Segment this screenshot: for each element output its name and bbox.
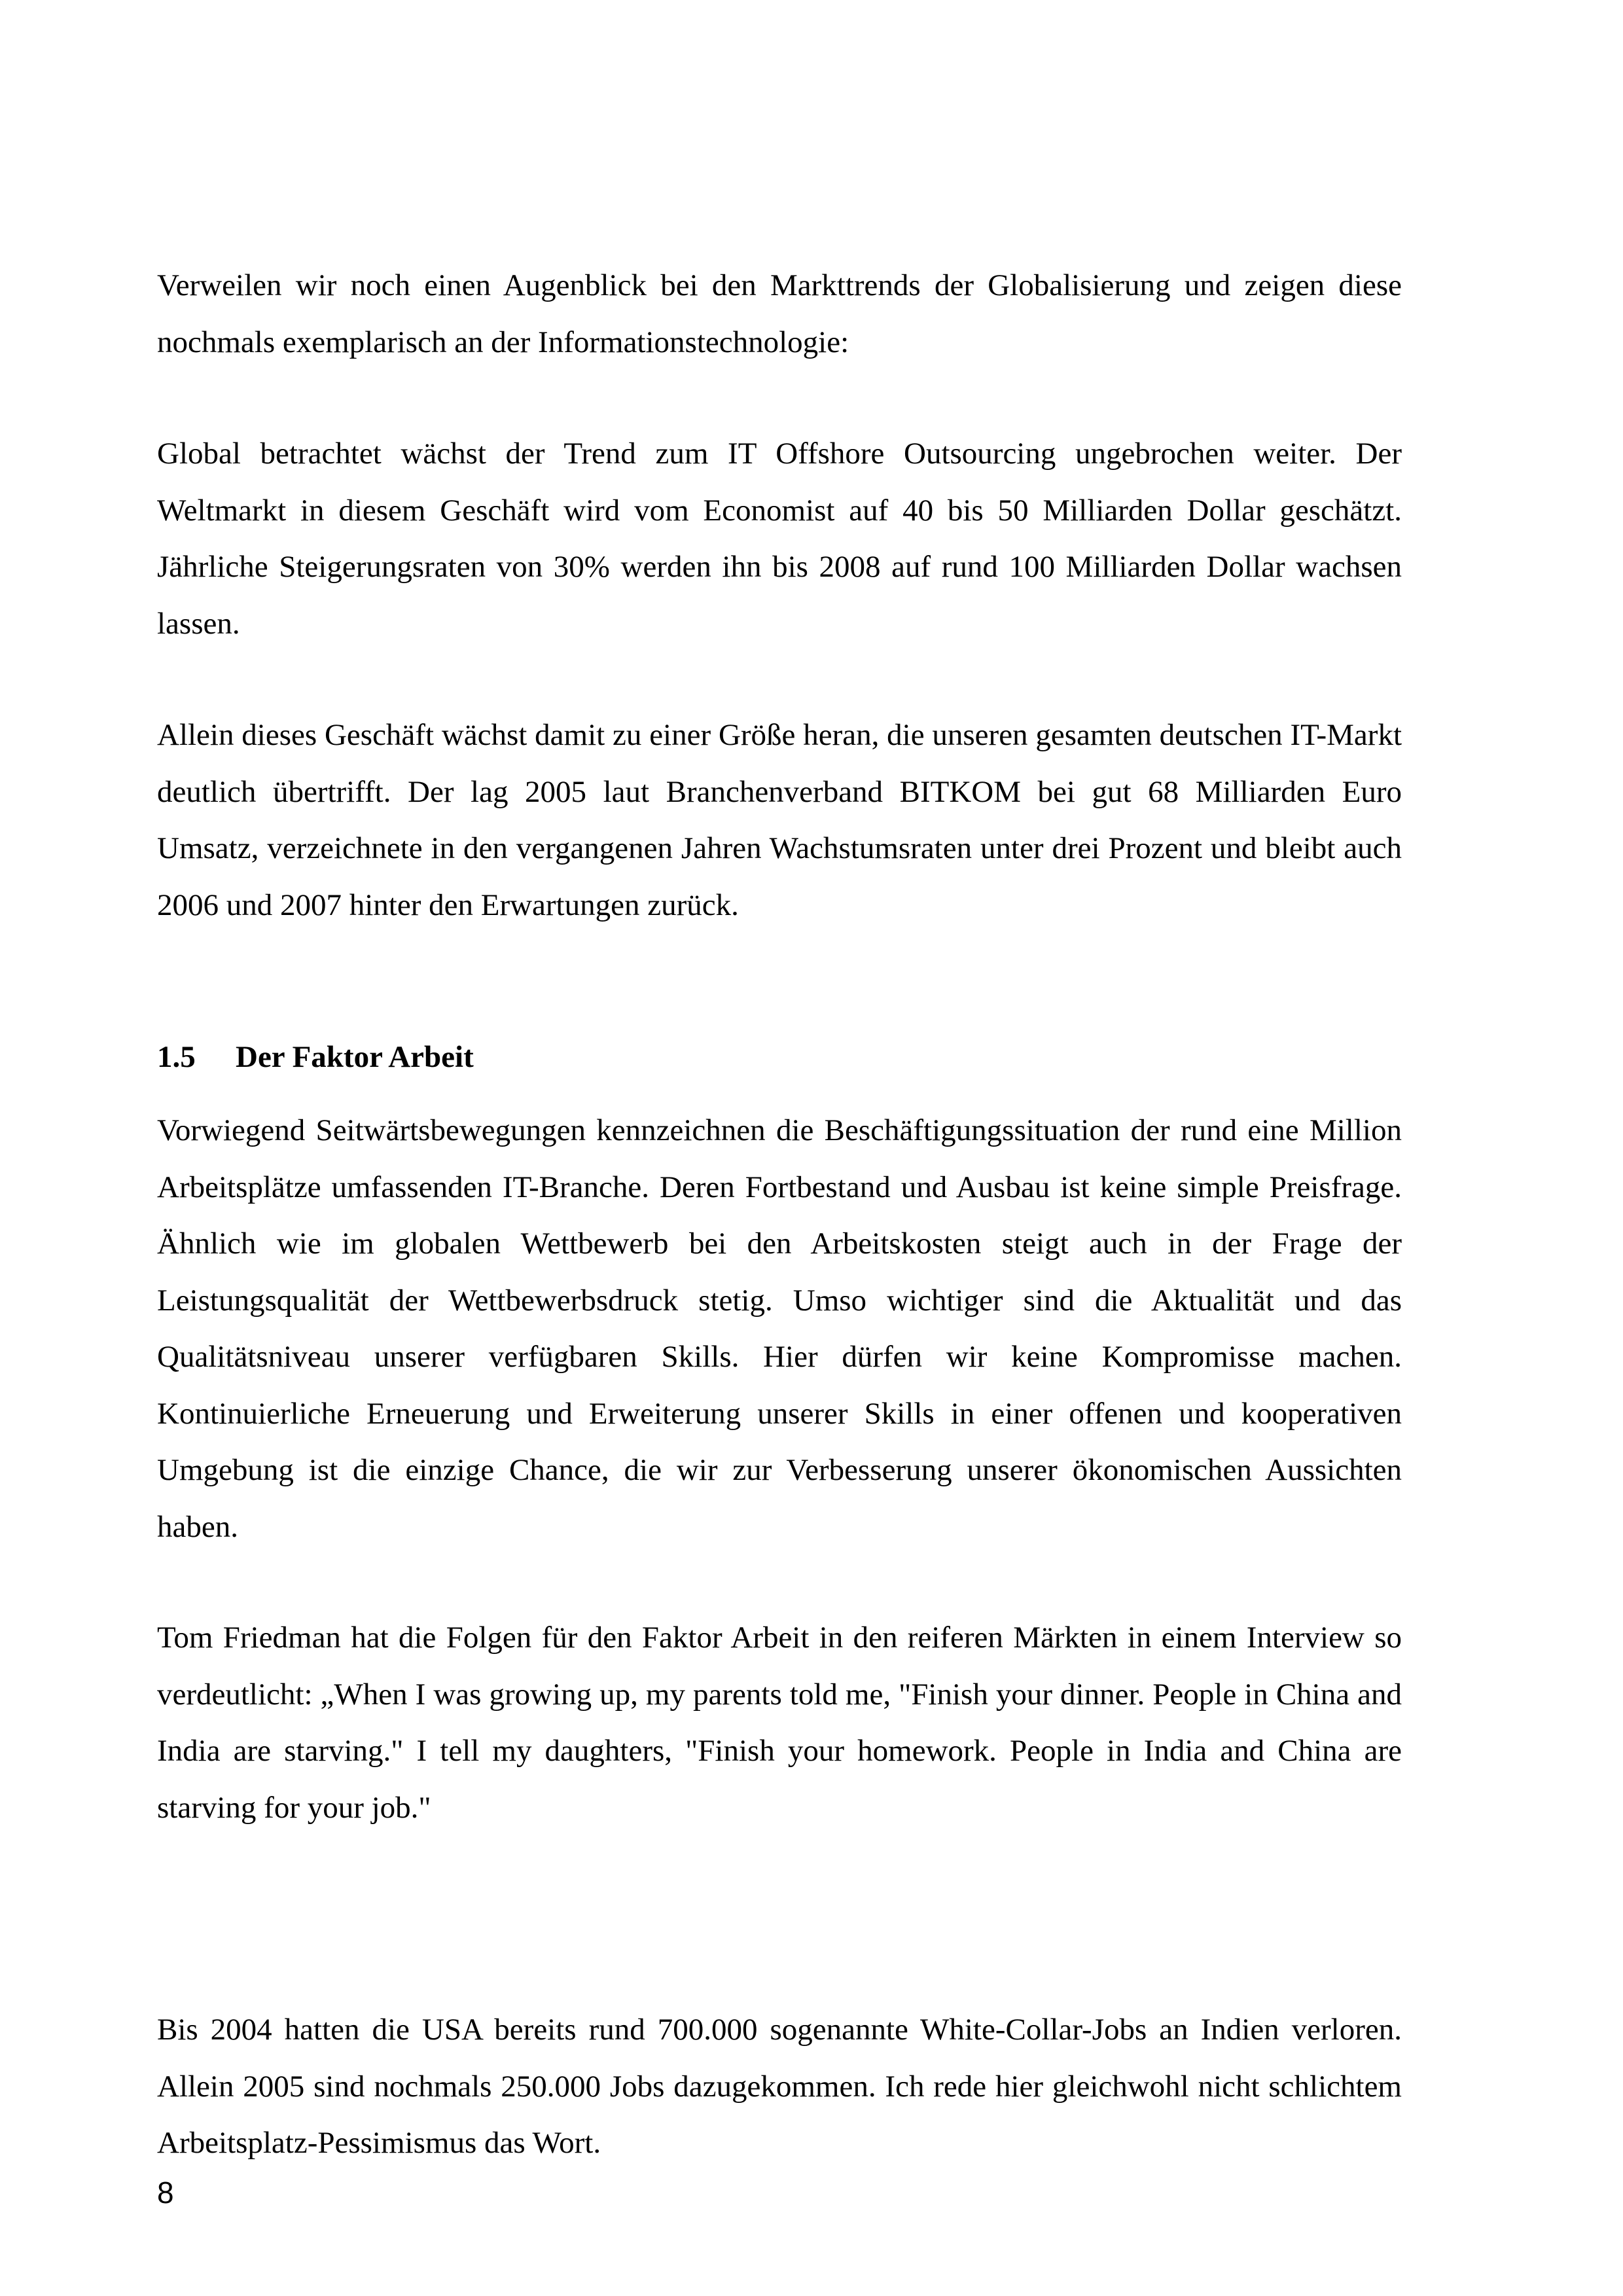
section-number: 1.5 (157, 1040, 196, 1074)
paragraph-intro: Verweilen wir noch einen Augenblick bei den Markttrends der Globalisierung und zeigen diese nochmals exemplarisch an der Informationstechnologie: (157, 268, 1402, 359)
section-title: Der Faktor Arbeit (236, 1040, 474, 1074)
paragraph-german-it-market: Allein dieses Geschäft wächst damit zu einer Größe heran, die unseren gesamten deutschen IT-Markt deutlich übertrifft. Der lag 2005 laut Branchenverband BITKOM bei gut 68 Milliarden Euro Umsatz, verzeichnete in den vergangenen Jahren Wachstumsraten unter drei Prozent und bleibt auch 2006 und 2007 hinter den Erwartungen zurück. (157, 718, 1402, 922)
paragraph-friedman-quote: Tom Friedman hat die Folgen für den Faktor Arbeit in den reiferen Märkten in einem Interview so verdeutlicht: „When I was growing up, my parents told me, "Finish your dinner. People in China and India are starving." I tell my daughters, "Finish your homework. People in India and China are starving for your job." (157, 1621, 1402, 1825)
paragraph-offshore-outsourcing: Global betrachtet wächst der Trend zum IT Offshore Outsourcing ungebrochen weiter. Der Weltmarkt in diesem Geschäft wird vom Economist auf 40 bis 50 Milliarden Dollar geschätzt. Jährliche Steigerungsraten von 30% werden ihn bis 2008 auf rund 100 Milliarden Dollar wachsen lassen. (157, 437, 1402, 641)
section-heading (157, 1029, 474, 1086)
paragraph-it-employment: Vorwiegend Seitwärtsbewegungen kennzeichnen die Beschäftigungssituation der rund eine Million Arbeitsplätze umfassenden IT-Branche. Deren Fortbestand und Ausbau ist keine simple Preisfrage. Ähnlich wie im globalen Wettbewerb bei den Arbeitskosten steigt auch in der Frage der Leistungsqualität der Wettbewerbsdruck stetig. Umso wichtiger sind die Aktualität und das Qualitätsniveau unserer verfügbaren Skills. Hier dürfen wir keine Kompromisse machen. Kontinuierliche Erneuerung und Erweiterung unserer Skills in einer offenen und kooperativen Umgebung ist die einzige Chance, die wir zur Verbesserung unserer ökonomischen Aussichten haben. (157, 1113, 1402, 1544)
page-number: 8 (157, 2176, 174, 2210)
paragraph-white-collar-jobs: Bis 2004 hatten die USA bereits rund 700.000 sogenannte White-Collar-Jobs an Indien verloren. Allein 2005 sind nochmals 250.000 Jobs dazugekommen. Ich rede hier gleichwohl nicht schlichtem Arbeitsplatz-Pessimismus das Wort. (157, 2013, 1402, 2160)
